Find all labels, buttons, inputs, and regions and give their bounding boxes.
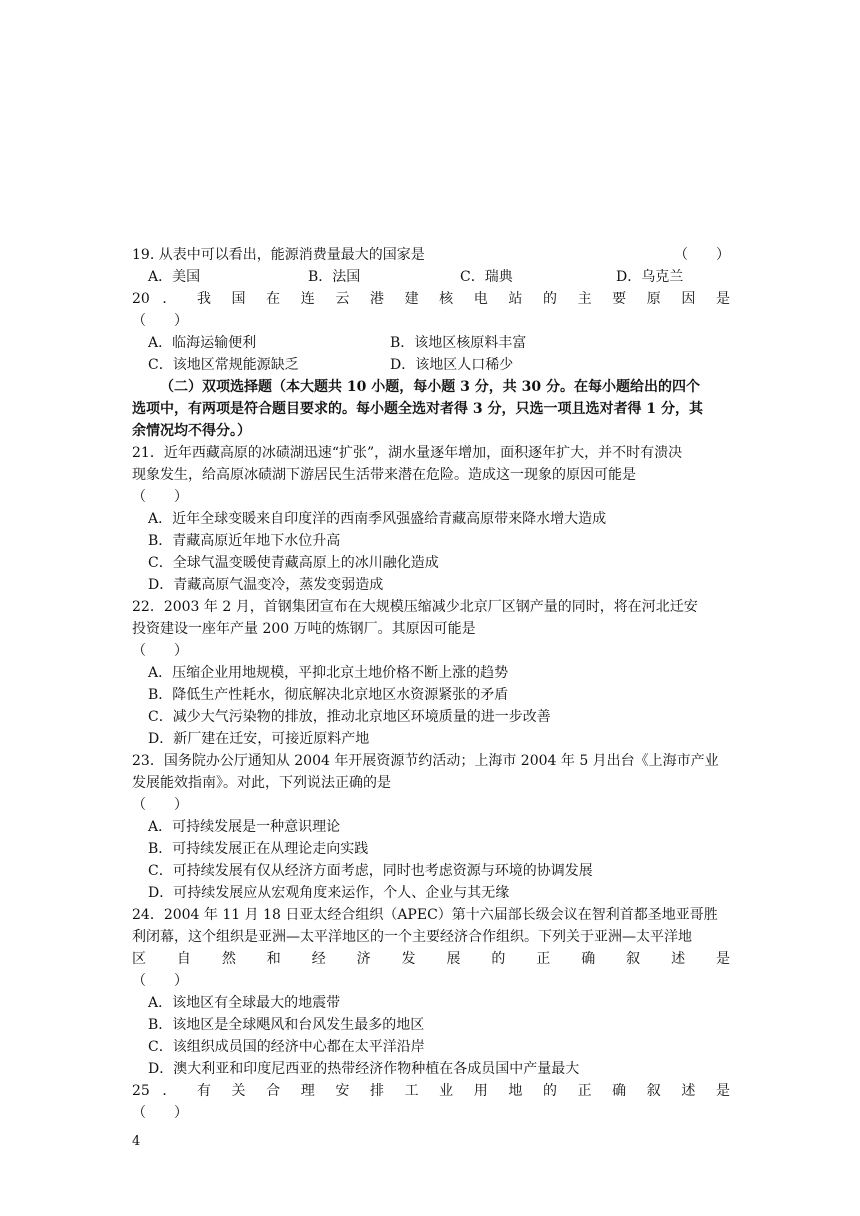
q19-stem: 19. 从表中可以看出，能源消费量最大的国家是 [132,247,425,263]
q19-option-c: C．瑞典 [460,269,513,285]
q24-stem-line1: 24．2004 年 11 月 18 日亚太经合组织（APEC）第十六届部长级会议在智利首都圣地亚哥胜 [132,907,718,923]
q24-stem-line2: 利闭幕，这个组织是亚洲—太平洋地区的一个主要经济合作组织。下列关于亚洲—太平洋地 [132,929,692,945]
q22-option-a: A．压缩企业用地规模，平抑北京土地价格不断上涨的趋势 [148,665,509,681]
q22-option-b: B．降低生产性耗水，彻底解决北京地区水资源紧张的矛盾 [148,687,509,703]
q21-stem-line2: 现象发生，给高原冰碛湖下游居民生活带来潜在危险。造成这一现象的原因可能是 [132,467,636,483]
q21-answer-paren: （ ） [132,489,188,505]
q19-option-b: B．法国 [308,269,361,285]
q20-option-a: A．临海运输便利 [148,335,257,351]
q23-option-a: A．可持续发展是一种意识理论 [148,819,341,835]
q23-stem-line1: 23．国务院办公厅通知从 2004 年开展资源节约活动；上海市 2004 年 5 月出台《上海市产业 [132,753,719,769]
q23-stem-line2: 发展能效指南》。对此，下列说法正确的是 [132,775,391,791]
q19-answer-paren: （ ） [674,247,730,263]
q22-stem-line1: 22．2003 年 2 月，首钢集团宣布在大规模压缩减少北京厂区钢产量的同时，将在河北迁安 [132,599,698,615]
section2-heading-line3: 余情况均不得分。） [132,423,251,439]
q22-stem-line2: 投资建设一座年产量 200 万吨的炼钢厂。其原因可能是 [132,621,476,637]
q20-options-row2 [132,354,730,376]
q24-option-a: A．该地区有全球最大的地震带 [148,995,341,1011]
q21-option-b: B．青藏高原近年地下水位升高 [148,533,341,549]
q19-option-a: A．美国 [148,269,201,285]
q22-option-d: D．新厂建在迁安，可接近原料产地 [148,731,370,747]
q21-option-c: C．全球气温变暖使青藏高原上的冰川融化造成 [148,555,439,571]
q20-options-row1 [132,332,730,354]
q20-stem: 20 ． 我 国 在 连 云 港 建 核 电 站 的 主 要 原 因 是 [132,291,730,307]
q19-option-d: D．乌克兰 [616,269,684,285]
q20-option-b: B．该地区核原料丰富 [390,335,527,351]
section2-heading-line2: 选项中，有两项是符合题目要求的。每小题全选对者得 3 分，只选一项且选对者得 1 分，其 [132,401,703,417]
q20-option-d: D．该地区人口稀少 [390,357,514,373]
q23-answer-paren: （ ） [132,797,188,813]
q24-option-c: C．该组织成员国的经济中心都在太平洋沿岸 [148,1039,425,1055]
q23-option-c: C．可持续发展有仅从经济方面考虑，同时也考虑资源与环境的协调发展 [148,863,593,879]
q25-stem: 25 ． 有 关 合 理 安 排 工 业 用 地 的 正 确 叙 述 是 [132,1083,730,1099]
section2-heading-line1: （二）双项选择题（本大题共 10 小题，每小题 3 分，共 30 分。在每小题给出的四个 [160,379,700,395]
q21-stem-line1: 21．近年西藏高原的冰碛湖迅速“扩张”，湖水量逐年增加，面积逐年扩大，并不时有溃决 [132,445,683,461]
q25-answer-paren: （ ） [132,1105,188,1121]
q23-option-d: D．可持续发展应从宏观角度来运作，个人、企业与其无缘 [148,885,510,901]
q24-answer-paren: （ ） [132,973,188,989]
q21-option-a: A．近年全球变暖来自印度洋的西南季风强盛给青藏高原带来降水增大造成 [148,511,607,527]
page-number: 4 [132,1134,141,1149]
q19-options [132,266,730,288]
q22-option-c: C．减少大气污染物的排放，推动北京地区环境质量的进一步改善 [148,709,551,725]
q20-option-c: C．该地区常规能源缺乏 [148,357,299,373]
q23-option-b: B．可持续发展正在从理论走向实践 [148,841,369,857]
q24-option-b: B．该地区是全球飓风和台风发生最多的地区 [148,1017,425,1033]
q22-answer-paren: （ ） [132,643,188,659]
q19-stem-line [132,244,730,266]
q24-stem-line3: 区 自 然 和 经 济 发 展 的 正 确 叙 述 是 [132,951,730,967]
q24-option-d: D．澳大利亚和印度尼西亚的热带经济作物种植在各成员国中产量最大 [148,1061,580,1077]
q21-option-d: D．青藏高原气温变冷，蒸发变弱造成 [148,577,384,593]
q20-answer-paren: （ ） [132,313,188,329]
